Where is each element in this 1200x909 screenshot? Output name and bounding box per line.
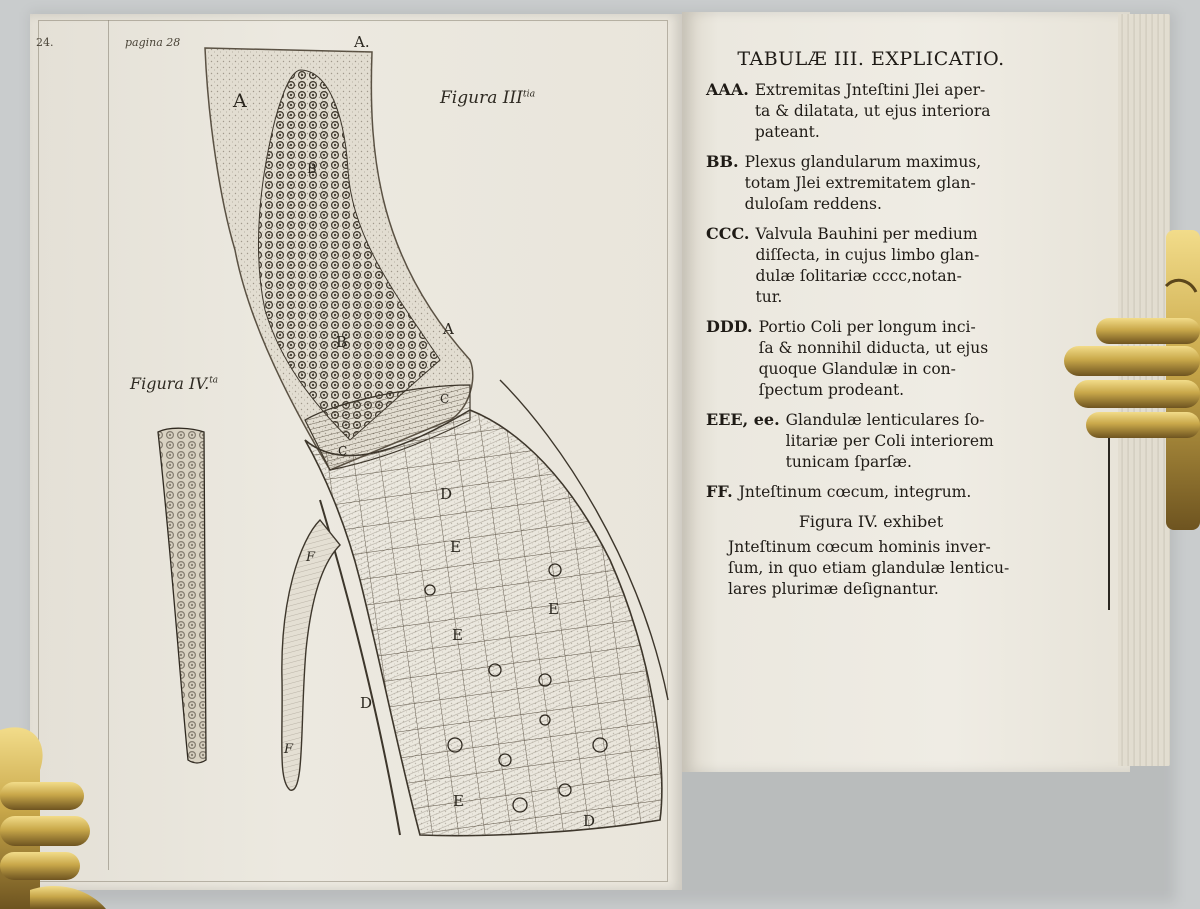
letter-e-1: E <box>450 538 461 556</box>
brass-clip-top-right <box>1056 226 1200 536</box>
entry-line: Glandulæ lenticulares ſo- <box>785 411 985 429</box>
page-title: TABULÆ III. EXPLICATIO. <box>737 48 1005 70</box>
entry-line: diſſecta, in cujus limbo glan- <box>755 246 980 264</box>
letter-c-left: C <box>338 444 348 458</box>
entry-line: totam Jlei extremitatem glan- <box>744 174 976 192</box>
entry-text <box>786 410 994 473</box>
figure-iv-line: ſum, in quo etiam glandulæ lenticu- <box>728 559 1010 577</box>
entry-key: BB. <box>706 152 739 171</box>
entry-line: ta & dilatata, ut ejus interiora <box>754 102 991 120</box>
entry-key: FF. <box>706 482 733 501</box>
letter-a-mid: A <box>443 320 454 338</box>
explicatio-entry <box>706 410 1036 473</box>
figure-iv-heading: Figura IV. exhibet <box>798 512 944 531</box>
entry-text <box>759 317 989 401</box>
entry-key: EEE, ee. <box>706 410 780 429</box>
letter-d-lower: D <box>360 694 373 712</box>
entry-line: pateant. <box>754 123 820 141</box>
entry-key: CCC. <box>706 224 750 243</box>
entry-line: ſpectum prodeant. <box>758 381 905 399</box>
corner-page-number: 24. <box>36 36 54 49</box>
explicatio-entry <box>706 80 1036 143</box>
entry-line: tunicam ſparſæ. <box>785 453 912 471</box>
letter-f-upper: F <box>306 550 316 565</box>
entry-line: litariæ per Coli interiorem <box>785 432 994 450</box>
explicatio-entry <box>706 224 1036 308</box>
entry-text <box>755 80 991 143</box>
entry-line: dulæ ſolitariæ cccc,notan- <box>755 267 962 285</box>
figure-iii-label: Figura $III^{tia}$ <box>440 88 536 108</box>
page-reference: pagina 28 <box>125 36 181 49</box>
letter-a-top: A. <box>354 33 370 51</box>
figure-iv-line: Jnteſtinum cœcum hominis inver- <box>728 538 991 556</box>
entry-text <box>745 152 982 215</box>
entry-line: duloſam reddens. <box>744 195 882 213</box>
figure-iv-line: lares plurimæ deſignantur. <box>728 580 939 598</box>
letter-d-bottom: D <box>583 812 596 830</box>
figure-iv-label: Figura IV.$^{ta}$ <box>130 374 218 393</box>
letter-c-right: C <box>440 392 450 406</box>
entry-line: tur. <box>755 288 783 306</box>
explicatio-text <box>706 48 1036 600</box>
entry-key: AAA. <box>706 80 749 99</box>
letter-e-3: E <box>452 626 463 644</box>
letter-d-upper: D <box>440 485 453 503</box>
entry-line: Portio Coli per longum inci- <box>758 318 976 336</box>
entry-line: Plexus glandularum maximus, <box>744 153 982 171</box>
entry-line: Jnteſtinum cœcum, integrum. <box>738 483 972 501</box>
explicatio-entry <box>706 482 1036 503</box>
entry-text <box>756 224 980 308</box>
entry-key: DDD. <box>706 317 753 336</box>
entry-line: Extremitas Jnteſtini Jlei aper- <box>754 81 986 99</box>
letter-b-mid: B <box>336 333 348 351</box>
entry-line: ſa & nonnihil diducta, ut ejus <box>758 339 989 357</box>
letter-a-left: A <box>233 90 247 112</box>
explicatio-entry <box>706 317 1036 401</box>
brass-clip-bottom-left <box>0 720 110 909</box>
letter-b-top: B <box>307 162 317 177</box>
letter-f-lower: F <box>284 742 294 757</box>
explicatio-entry <box>706 152 1036 215</box>
entry-text <box>739 482 972 503</box>
figure-iv-description <box>706 537 1036 600</box>
entries-list <box>706 80 1036 503</box>
letter-e-2: E <box>548 600 559 618</box>
letter-e-4: E <box>453 792 464 810</box>
entry-line: Valvula Bauhini per medium <box>755 225 978 243</box>
entry-line: quoque Glandulæ in con- <box>758 360 956 378</box>
